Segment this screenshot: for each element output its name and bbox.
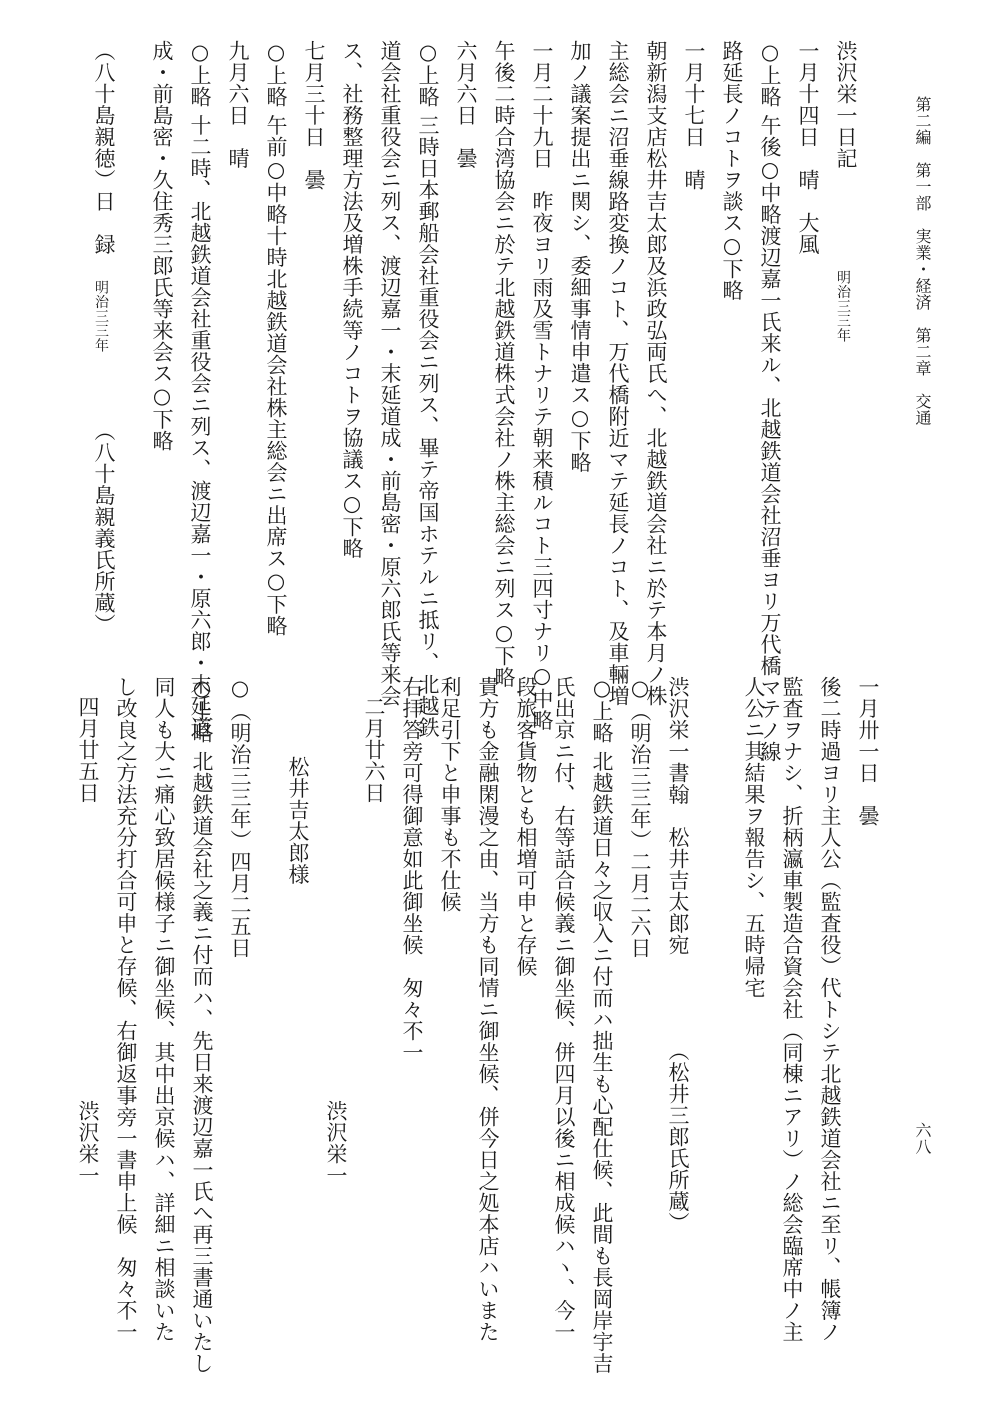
upper-line: ○上略 午前○中略十時北越鉄道会社株主総会ニ出席ス○下略 [264,40,288,637]
lower-letter-title: 渋沢栄一書翰 松井吉太郎宛 [666,676,690,956]
lower-line: 後二時過ヨリ主人公（監査役）代トシテ北越鉄道会社ニ至リ、帳簿ノ [818,676,842,1343]
upper-line: 六月六日 曇 [454,40,478,169]
lower-line: 同人も大ニ痛心致居候様子ニ御坐候、其中出京候ハ、詳細ニ相談いた [152,676,176,1343]
lower-line: 貴方も金融閑漫之由、当方も同情ニ御坐候、併今日之処本店ハいまた [476,676,500,1343]
upper-title-2-date: 明治三三年 [93,280,109,353]
lower-line: 氏出京ニ付、右等話合候義ニ御坐候、併四月以後ニ相成候ハヽ、今一 [552,676,576,1343]
signature: 渋沢栄一 [76,1100,100,1186]
upper-line: 一月十四日 晴 大風 [796,40,820,255]
upper-title-date: 明治三三年 [835,270,851,343]
upper-line: 路延長ノコトヲ談ス○下略 [720,40,744,301]
upper-title-2: （八十島親徳）日 録 [92,40,116,255]
upper-line: 朝新潟支店松井吉太郎及浜政弘両氏へ、北越鉄道会社ニ於テ本月ノ株 [644,40,668,707]
upper-line: 加ノ議案提出ニ関シ、委細事情申遣ス○下略 [568,40,592,473]
lower-line: ○（明治三三年）二月二六日 [628,676,652,959]
upper-line: 道会社重役会ニ列ス、渡辺嘉一・末延道成・前島密・原六郎氏等来会 [378,40,402,707]
upper-line: 主総会ニ沼垂線路変換ノコト、万代橋附近マテ延長ノコト、及車輛増 [606,40,630,707]
upper-line: 一月二十九日 昨夜ヨリ雨及雪トナリテ朝来積ルコト三四寸ナリ○中略 [530,40,554,731]
running-header: 第二編 第一部 実業・経済 第二章 交通 [913,96,932,426]
upper-line: ○上略 午後○中略渡辺嘉一氏来ル、北越鉄道会社沼垂ヨリ万代橋マテノ線 [758,40,782,763]
upper-line: 成・前島密・久住秀三郎氏等来会ス○下略 [150,40,174,452]
lower-addressee: 松井吉太郎様 [286,756,310,885]
lower-line: ○上略 北越鉄道会社之義ニ付而ハ、先日来渡辺嘉一氏へ再三書通いたし [190,676,214,1375]
lower-source: （松井三郎氏所蔵） [666,1040,690,1234]
upper-title: 渋沢栄一日記 [834,40,858,169]
upper-line: 七月三十日 曇 [302,40,326,191]
lower-line: 人公ニ其結果ヲ報告シ、五時帰宅 [742,676,766,999]
upper-line: ス、社務整理方法及増株手続等ノコトヲ協議ス○下略 [340,40,364,559]
upper-line: 一月十七日 晴 [682,40,706,191]
upper-line: ○上略 十二時、北越鉄道会社重役会ニ列ス、渡辺嘉一・原六郎・末延道 [188,40,212,739]
lower-line: 二月廿六日 [362,696,386,804]
lower-line: 右拝答旁可得御意如此御坐候 匆々不一 [400,676,424,1063]
page-number: 六八 [913,1122,932,1155]
lower-line: 利足引下と申事も不仕候 [438,676,462,913]
upper-line: 九月六日 晴 [226,40,250,169]
upper-line: 午後二時合湾協会ニ於テ北越鉄道株式会社ノ株主総会ニ列ス○下略 [492,40,516,688]
lower-line: 段旅客貨物とも相増可申と存候 [514,676,538,977]
lower-line: ○（明治三三年）四月二五日 [228,676,252,959]
lower-line: ○上略 北越鉄道日々之収入ニ付而ハ拙生も心配仕候、此間も長岡岸宇吉 [590,676,614,1375]
lower-line: 一月卅一日 曇 [856,676,880,827]
lower-line: 監査ヲナシ、折柄瀛車製造合資会社（同棟ニアリ）ノ総会臨席中ノ主 [780,676,804,1343]
upper-line: ○上略 三時日本郵船会社重役会ニ列ス、畢テ帝国ホテルニ抵リ、北越鉄 [416,40,440,739]
signature: 渋沢栄一 [324,1100,348,1186]
lower-line: 四月廿五日 [76,696,100,804]
lower-line: し改良之方法充分打合可申と存候、右御返事旁一書申上候 匆々不一 [114,676,138,1343]
upper-source: （八十島親義氏所蔵） [92,420,116,635]
